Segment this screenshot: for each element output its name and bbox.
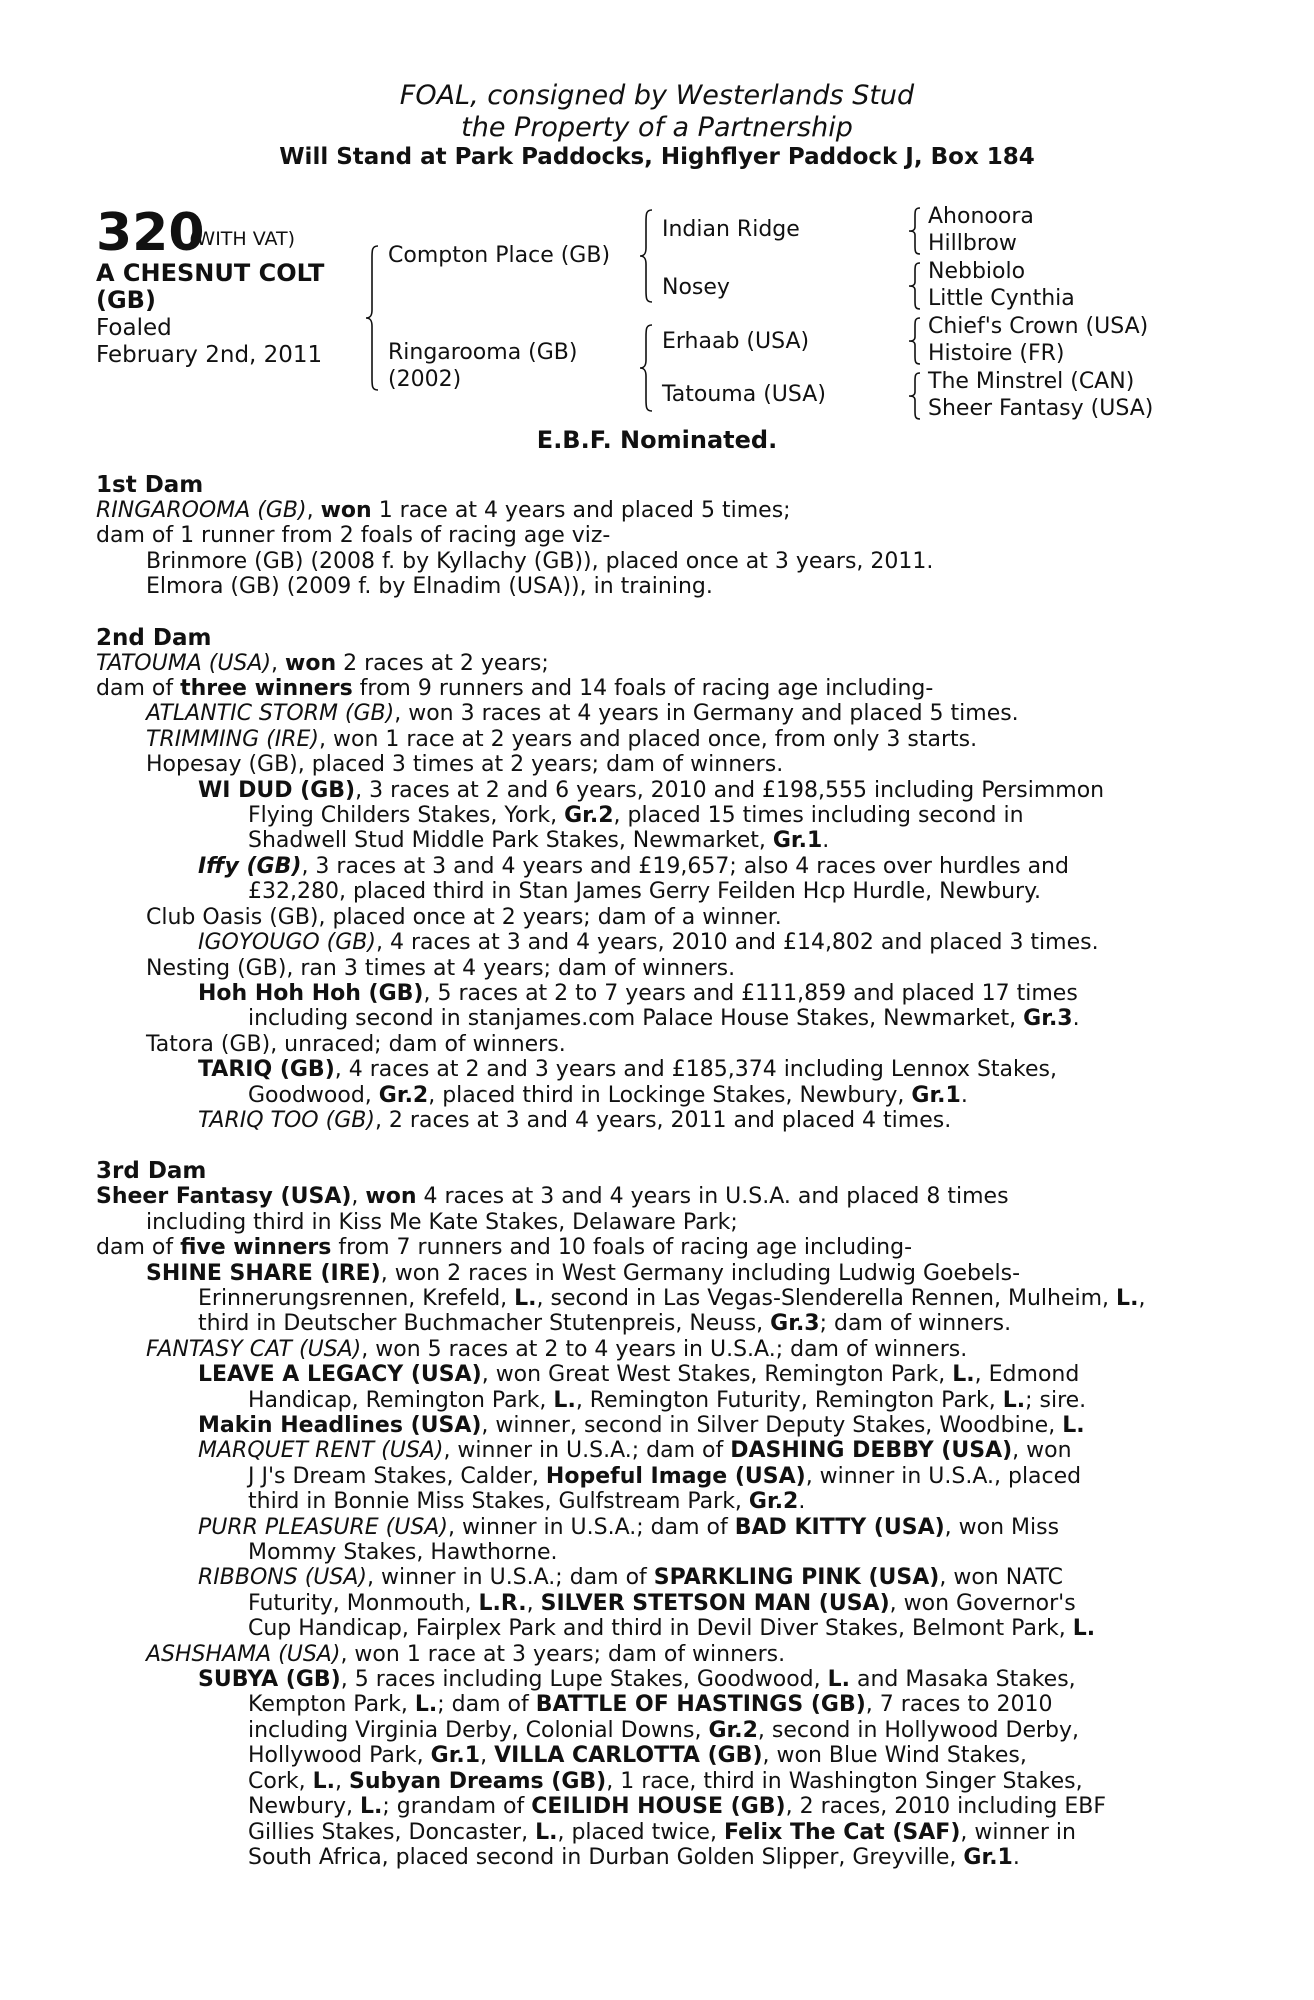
pedigree-brace-g4 <box>906 371 924 421</box>
record-text: dam of <box>96 676 181 702</box>
record-text: , won 1 race at 3 years; dam of winners. <box>340 1641 786 1667</box>
record-text: L. <box>359 1794 383 1820</box>
record-text: TRIMMING (IRE) <box>146 726 320 752</box>
record-text: . <box>798 1489 806 1515</box>
pedigree-grand-7: The Minstrel (CAN) <box>928 369 1135 394</box>
record-line <box>96 1540 1200 1565</box>
record-text: South Africa, placed second in Durban Golden Slipper, Greyville, <box>248 1844 964 1870</box>
record-text: 2 races at 2 years; <box>336 650 549 676</box>
record-text: Hopesay (GB), placed 3 times at 2 years; dam of winners. <box>146 752 784 778</box>
record-text: Goodwood, <box>248 1082 379 1108</box>
section-gap <box>96 600 1200 626</box>
record-text: 1 race at 4 years and placed 5 times; <box>371 498 791 523</box>
record-line <box>96 1489 1200 1514</box>
record-text: including second in stanjames.com Palace House Stakes, Newmarket, <box>248 1006 1024 1032</box>
record-text: Erinnerungsrennen, Krefeld, <box>198 1285 515 1311</box>
dam-section-heading: 2nd Dam <box>96 624 212 651</box>
record-text: L. <box>827 1667 851 1693</box>
record-line <box>96 1184 1200 1209</box>
record-text: Subyan Dreams (GB) <box>348 1768 607 1794</box>
pedigree-sire-sire: Indian Ridge <box>662 217 800 242</box>
record-text: , second in Hollywood Derby, <box>757 1717 1079 1743</box>
record-text: , 4 races at 2 and 3 years and £185,374 including Lennox Stakes, <box>334 1057 1057 1083</box>
record-line <box>96 803 1200 828</box>
record-line <box>96 1362 1200 1387</box>
record-text: MARQUET RENT (USA) <box>198 1438 444 1464</box>
pedigree-grand-6: Histoire (FR) <box>928 341 1065 366</box>
ebf-nomination: E.B.F. Nominated. <box>536 426 778 454</box>
record-text: dam of 1 runner from 2 foals of racing age viz- <box>96 523 611 549</box>
record-text: SUBYA (GB) <box>198 1667 341 1693</box>
record-text: ; dam of winners. <box>819 1311 1012 1337</box>
record-text: PURR PLEASURE (USA) <box>198 1514 448 1540</box>
record-text: , won 5 races at 2 to 4 years in U.S.A.; dam of winners. <box>361 1336 968 1362</box>
property-line: the Property of a Partnership <box>461 112 853 143</box>
record-line <box>96 1286 1200 1311</box>
record-text: L. <box>1116 1285 1139 1311</box>
record-text: , won 3 races at 4 years in Germany and placed 5 times. <box>394 701 1019 727</box>
record-text: , Edmond <box>974 1362 1080 1388</box>
pedigree-dam-year: (2002) <box>388 367 462 392</box>
record-line <box>96 676 1200 701</box>
record-text: . <box>1012 1844 1020 1870</box>
record-text: ATLANTIC STORM (GB) <box>146 701 395 727</box>
lot-title: A CHESNUT COLT <box>96 259 325 287</box>
record-text: , <box>306 498 321 523</box>
record-line <box>96 1235 1200 1260</box>
record-line <box>96 1210 1200 1235</box>
record-line <box>96 1311 1200 1336</box>
record-text: , won Governor's <box>889 1590 1076 1616</box>
record-line <box>96 1108 1200 1133</box>
record-line <box>96 1006 1200 1031</box>
record-line <box>96 1388 1200 1413</box>
record-text: , 5 races at 2 to 7 years and £111,859 and placed 17 times <box>423 980 1078 1006</box>
record-text: , winner in U.S.A.; dam of <box>443 1438 731 1464</box>
record-text: WI DUD (GB) <box>198 777 356 803</box>
pedigree-grand-3: Nebbiolo <box>928 259 1026 284</box>
record-text: , <box>351 1184 366 1210</box>
record-text: Elmora (GB) (2009 f. by Elnadim (USA)), in training. <box>146 574 713 600</box>
record-line <box>96 1591 1200 1616</box>
record-line <box>96 1032 1200 1057</box>
record-text: , won NATC <box>939 1565 1064 1591</box>
pedigree-dam: Ringarooma (GB) <box>388 340 578 365</box>
record-text: BATTLE OF HASTINGS (GB) <box>535 1692 866 1718</box>
record-text: three winners <box>180 676 353 702</box>
record-text: Iffy (GB) <box>198 853 302 879</box>
record-line <box>96 1261 1200 1286</box>
record-line <box>96 828 1200 853</box>
record-text: LEAVE A LEGACY (USA) <box>198 1362 482 1388</box>
record-text: £32,280, placed third in Stan James Gerry Feilden Hcp Hurdle, Newbury. <box>248 879 1041 905</box>
pedigree-brace-dam <box>638 323 658 413</box>
record-line <box>96 1337 1200 1362</box>
record-text: Hoh Hoh Hoh (GB) <box>198 980 424 1006</box>
pedigree-dam-dam: Tatouma (USA) <box>662 382 826 407</box>
foaled-date: February 2nd, 2011 <box>96 342 323 368</box>
record-line <box>96 752 1200 777</box>
record-text: Gr.2 <box>378 1082 429 1108</box>
record-line <box>96 1438 1200 1463</box>
record-text: FANTASY CAT (USA) <box>146 1336 362 1362</box>
record-line <box>96 1667 1200 1692</box>
record-text: VILLA CARLOTTA (GB) <box>494 1743 763 1769</box>
record-line <box>96 778 1200 803</box>
record-text: L. <box>535 1819 558 1845</box>
record-text: Gr.2 <box>748 1489 799 1515</box>
record-text: L. <box>1002 1387 1026 1413</box>
pedigree-grand-2: Hillbrow <box>928 231 1017 256</box>
record-text: , 2 races at 3 and 4 years, 2011 and placed 4 times. <box>374 1107 952 1133</box>
record-line <box>96 1820 1200 1845</box>
record-text: , won <box>1012 1438 1072 1464</box>
record-text: SPARKLING PINK (USA) <box>653 1565 940 1591</box>
record-text: , placed twice, <box>557 1819 724 1845</box>
record-text: , 5 races including Lupe Stakes, Goodwood, <box>340 1667 828 1693</box>
record-text: Newbury, <box>248 1794 360 1820</box>
record-text: RIBBONS (USA) <box>198 1565 367 1591</box>
record-line <box>96 1515 1200 1540</box>
record-text: TARIQ TOO (GB) <box>198 1107 375 1133</box>
vat-note: (WITH VAT) <box>189 228 296 250</box>
record-text: , second in Las Vegas-Slenderella Rennen, Mulheim, <box>536 1285 1117 1311</box>
record-text: , won Blue Wind Stakes, <box>762 1743 1027 1769</box>
record-text: , Remington Futurity, Remington Park, <box>575 1387 1003 1413</box>
record-line <box>96 1769 1200 1794</box>
record-line <box>96 930 1200 955</box>
record-line <box>96 879 1200 904</box>
record-text: , 2 races, 2010 including EBF <box>785 1794 1107 1820</box>
record-text: Tatora (GB), unraced; dam of winners. <box>146 1031 566 1057</box>
record-text: Handicap, Remington Park, <box>248 1387 554 1413</box>
foaled-label: Foaled <box>96 315 172 341</box>
record-text: , 7 races to 2010 <box>865 1692 1053 1718</box>
record-text: Cup Handicap, Fairplex Park and third in Devil Diver Stakes, Belmont Park, <box>248 1616 1073 1642</box>
record-text: won <box>285 650 337 676</box>
section-gap <box>96 1133 1200 1159</box>
record-text: , winner, second in Silver Deputy Stakes, Woodbine, <box>481 1413 1063 1438</box>
record-text: , winner in U.S.A.; dam of <box>366 1565 654 1591</box>
record-text: Gr.1 <box>963 1844 1013 1870</box>
record-text: ; grandam of <box>382 1794 532 1820</box>
record-text: Felix The Cat (SAF) <box>723 1819 961 1845</box>
pedigree-dam-sire: Erhaab (USA) <box>662 329 810 354</box>
record-line <box>96 1845 1200 1870</box>
record-text: . <box>1072 1006 1080 1032</box>
record-text: L. <box>514 1285 537 1311</box>
record-text: five winners <box>180 1235 332 1261</box>
record-text: 4 races at 3 and 4 years in U.S.A. and placed 8 times <box>416 1184 1009 1210</box>
record-text: , 3 races at 3 and 4 years and £19,657; also 4 races over hurdles and <box>301 853 1069 879</box>
record-text: Gr.3 <box>770 1311 820 1337</box>
record-text: Shadwell Stud Middle Park Stakes, Newmarket, <box>248 828 773 854</box>
record-text: and Masaka Stakes, <box>850 1667 1076 1693</box>
record-line <box>96 905 1200 930</box>
record-line <box>96 498 1200 523</box>
record-line <box>96 956 1200 981</box>
produce-record <box>96 473 1200 1870</box>
record-line <box>96 854 1200 879</box>
record-text: including third in Kiss Me Kate Stakes, Delaware Park; <box>146 1209 738 1235</box>
record-text: , 1 race, third in Washington Singer Stakes, <box>606 1768 1083 1794</box>
consignor-line: FOAL, consigned by Westerlands Stud <box>399 80 915 111</box>
record-text: , won Great West Stakes, Remington Park, <box>481 1362 953 1388</box>
record-text: ; dam of <box>437 1692 536 1718</box>
record-text: Gillies Stakes, Doncaster, <box>248 1819 536 1845</box>
record-text: , <box>480 1743 495 1769</box>
record-text: L. <box>952 1362 975 1388</box>
record-text: won <box>365 1184 417 1210</box>
record-text: , placed third in Lockinge Stakes, Newbury, <box>428 1082 912 1108</box>
record-text: ; sire. <box>1025 1387 1087 1413</box>
record-text: Hollywood Park, <box>248 1743 431 1769</box>
record-text: Makin Headlines (USA) <box>198 1413 482 1438</box>
record-line <box>96 1794 1200 1819</box>
record-text: dam of <box>96 1235 181 1261</box>
record-text: from 7 runners and 10 foals of racing age including- <box>331 1235 913 1261</box>
record-text: Gr.1 <box>772 828 823 854</box>
record-text: Cork, <box>248 1768 313 1794</box>
dam-section-heading: 3rd Dam <box>96 1158 207 1185</box>
pedigree-brace-g3 <box>906 316 924 366</box>
record-text: L. <box>312 1768 335 1794</box>
record-line <box>96 1642 1200 1667</box>
record-text: from 9 runners and 14 foals of racing age including- <box>352 676 934 702</box>
record-text: Gr.2 <box>564 803 614 829</box>
record-line <box>96 727 1200 752</box>
record-text: Brinmore (GB) (2008 f. by Kyllachy (GB)), placed once at 3 years, 2011. <box>146 548 934 574</box>
record-text: Club Oasis (GB), placed once at 2 years; dam of a winner. <box>146 904 782 930</box>
record-text: L.R. <box>478 1590 527 1616</box>
record-text: Sheer Fantasy (USA) <box>96 1184 352 1210</box>
record-text: SHINE SHARE (IRE) <box>146 1260 381 1286</box>
record-text: , <box>271 650 286 676</box>
dam-section-heading: 1st Dam <box>96 472 204 498</box>
record-text: , placed 15 times including second in <box>613 803 1024 829</box>
record-text: , winner in U.S.A., placed <box>805 1463 1082 1489</box>
record-line <box>96 1692 1200 1717</box>
record-text: L. <box>553 1387 576 1413</box>
record-text: L. <box>414 1692 438 1718</box>
record-text: TARIQ (GB) <box>198 1057 335 1083</box>
pedigree-brace-main <box>364 244 384 392</box>
pedigree-grand-5: Chief's Crown (USA) <box>928 314 1149 339</box>
pedigree-grand-8: Sheer Fantasy (USA) <box>928 396 1154 421</box>
pedigree-brace-g1 <box>906 206 924 256</box>
pedigree-grand-4: Little Cynthia <box>928 286 1075 311</box>
record-text: TATOUMA (USA) <box>96 650 272 676</box>
lot-number: 320 <box>96 203 205 263</box>
pedigree-sire-dam: Nosey <box>662 275 730 300</box>
record-line <box>96 1057 1200 1082</box>
record-text: , 3 races at 2 and 6 years, 2010 and £198,555 including Persimmon <box>355 777 1105 803</box>
record-line <box>96 1616 1200 1641</box>
record-text: DASHING DEBBY (USA) <box>730 1438 1013 1464</box>
record-text: , <box>1138 1285 1146 1311</box>
record-text: , <box>334 1768 349 1794</box>
record-text: L. <box>1072 1616 1096 1642</box>
pedigree-brace-g2 <box>906 261 924 311</box>
record-line <box>96 574 1200 599</box>
record-text: , winner in <box>960 1819 1076 1845</box>
record-text: Gr.1 <box>911 1082 961 1108</box>
record-text: Gr.1 <box>430 1743 481 1769</box>
record-text: , won 1 race at 2 years and placed once, from only 3 starts. <box>319 726 978 752</box>
record-text: , <box>526 1590 541 1616</box>
record-text: third in Bonnie Miss Stakes, Gulfstream Park, <box>248 1489 749 1515</box>
record-line <box>96 549 1200 574</box>
record-line <box>96 1464 1200 1489</box>
record-text: , won 2 races in West Germany including Ludwig Goebels- <box>380 1260 1021 1286</box>
record-text: . <box>960 1082 968 1108</box>
lot-title-country: (GB) <box>96 286 156 314</box>
record-text: third in Deutscher Buchmacher Stutenpreis, Neuss, <box>198 1311 771 1337</box>
record-line <box>96 1083 1200 1108</box>
record-text: won <box>320 498 372 523</box>
record-text: Futurity, Monmouth, <box>248 1590 479 1616</box>
record-text: J J's Dream Stakes, Calder, <box>248 1463 546 1489</box>
record-line <box>96 701 1200 726</box>
record-text: BAD KITTY (USA) <box>734 1514 945 1540</box>
record-line <box>96 1718 1200 1743</box>
record-line <box>96 523 1200 548</box>
record-text: Gr.2 <box>708 1717 758 1743</box>
record-text: , won Miss <box>944 1514 1060 1540</box>
record-text: RINGAROOMA (GB) <box>96 498 307 523</box>
pedigree-brace-sire <box>638 208 658 304</box>
record-line <box>96 651 1200 676</box>
record-text: L. <box>1062 1413 1085 1438</box>
record-text: SILVER STETSON MAN (USA) <box>540 1590 890 1616</box>
record-text: Gr.3 <box>1023 1006 1073 1032</box>
record-line <box>96 1743 1200 1768</box>
record-text: Nesting (GB), ran 3 times at 4 years; dam of winners. <box>146 955 736 981</box>
record-line <box>96 981 1200 1006</box>
stand-location-line: Will Stand at Park Paddocks, Highflyer Paddock J, Box 184 <box>279 144 1035 170</box>
record-text: Flying Childers Stakes, York, <box>248 803 565 829</box>
record-line <box>96 1565 1200 1590</box>
record-text: including Virginia Derby, Colonial Downs, <box>248 1717 709 1743</box>
record-text: , winner in U.S.A.; dam of <box>447 1514 735 1540</box>
record-text: Mommy Stakes, Hawthorne. <box>248 1540 558 1566</box>
record-text: CEILIDH HOUSE (GB) <box>531 1794 786 1820</box>
record-text: , 4 races at 3 and 4 years, 2010 and £14,802 and placed 3 times. <box>376 930 1099 956</box>
record-line <box>96 1413 1200 1438</box>
record-text: . <box>822 828 830 854</box>
record-text: IGOYOUGO (GB) <box>198 930 376 956</box>
pedigree-sire: Compton Place (GB) <box>388 243 611 268</box>
record-text: Hopeful Image (USA) <box>545 1463 806 1489</box>
pedigree-grand-1: Ahonoora <box>928 204 1034 229</box>
record-text: ASHSHAMA (USA) <box>146 1641 341 1667</box>
record-text: Kempton Park, <box>248 1692 415 1718</box>
